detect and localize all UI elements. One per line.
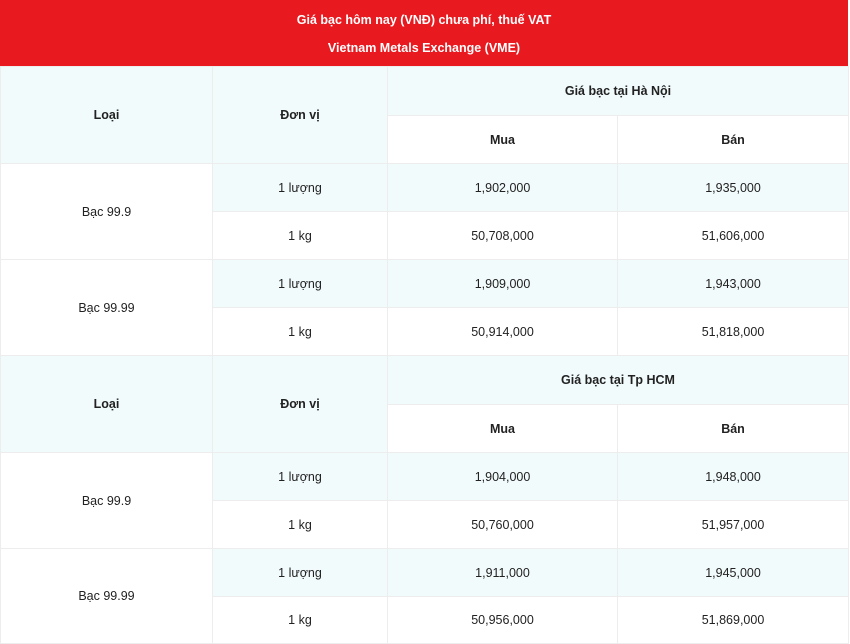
- unit-cell: 1 lượng: [213, 260, 388, 308]
- buy-price-cell: 50,708,000: [388, 212, 618, 260]
- column-header-unit: Đơn vị: [213, 356, 388, 453]
- buy-price-cell: 1,904,000: [388, 453, 618, 501]
- unit-cell: 1 lượng: [213, 549, 388, 597]
- table-row: [1, 549, 849, 597]
- type-cell: Bạc 99.9: [1, 164, 213, 260]
- buy-price-cell: 50,760,000: [388, 501, 618, 549]
- column-header-unit: Đơn vị: [213, 67, 388, 164]
- sell-price-cell: 51,606,000: [618, 212, 849, 260]
- buy-price-cell: 1,909,000: [388, 260, 618, 308]
- buy-price-cell: 1,911,000: [388, 549, 618, 597]
- caption-title: Giá bạc hôm nay (VNĐ) chưa phí, thuế VAT: [296, 13, 552, 27]
- table-row: [1, 260, 849, 308]
- type-cell: Bạc 99.99: [1, 260, 213, 356]
- unit-cell: 1 kg: [213, 212, 388, 260]
- column-header-buy: Mua: [388, 405, 618, 453]
- sell-price-cell: 1,948,000: [618, 453, 849, 501]
- sell-price-cell: 51,869,000: [618, 597, 849, 644]
- sell-price-cell: 1,945,000: [618, 549, 849, 597]
- unit-cell: 1 kg: [213, 501, 388, 549]
- column-header-sell: Bán: [618, 405, 849, 453]
- section-title-hcm: Giá bạc tại Tp HCM: [388, 356, 849, 405]
- buy-price-cell: 1,902,000: [388, 164, 618, 212]
- sell-price-cell: 1,935,000: [618, 164, 849, 212]
- unit-cell: 1 lượng: [213, 453, 388, 501]
- type-cell: Bạc 99.9: [1, 453, 213, 549]
- table-row: [1, 164, 849, 212]
- section-header-row: [1, 356, 849, 405]
- type-cell: Bạc 99.99: [1, 549, 213, 644]
- column-header-sell: Bán: [618, 116, 849, 164]
- buy-price-cell: 50,914,000: [388, 308, 618, 356]
- column-header-type: Loại: [1, 356, 213, 453]
- buy-price-cell: 50,956,000: [388, 597, 618, 644]
- unit-cell: 1 kg: [213, 308, 388, 356]
- sell-price-cell: 51,957,000: [618, 501, 849, 549]
- table-caption: [0, 0, 848, 66]
- column-header-buy: Mua: [388, 116, 618, 164]
- section-header-row: [1, 67, 849, 116]
- caption-source: Vietnam Metals Exchange (VME): [327, 41, 521, 55]
- sell-price-cell: 1,943,000: [618, 260, 849, 308]
- column-header-type: Loại: [1, 67, 213, 164]
- sell-price-cell: 51,818,000: [618, 308, 849, 356]
- silver-price-table: [0, 66, 849, 644]
- unit-cell: 1 kg: [213, 597, 388, 644]
- unit-cell: 1 lượng: [213, 164, 388, 212]
- section-title-hanoi: Giá bạc tại Hà Nội: [388, 67, 849, 116]
- table-row: [1, 453, 849, 501]
